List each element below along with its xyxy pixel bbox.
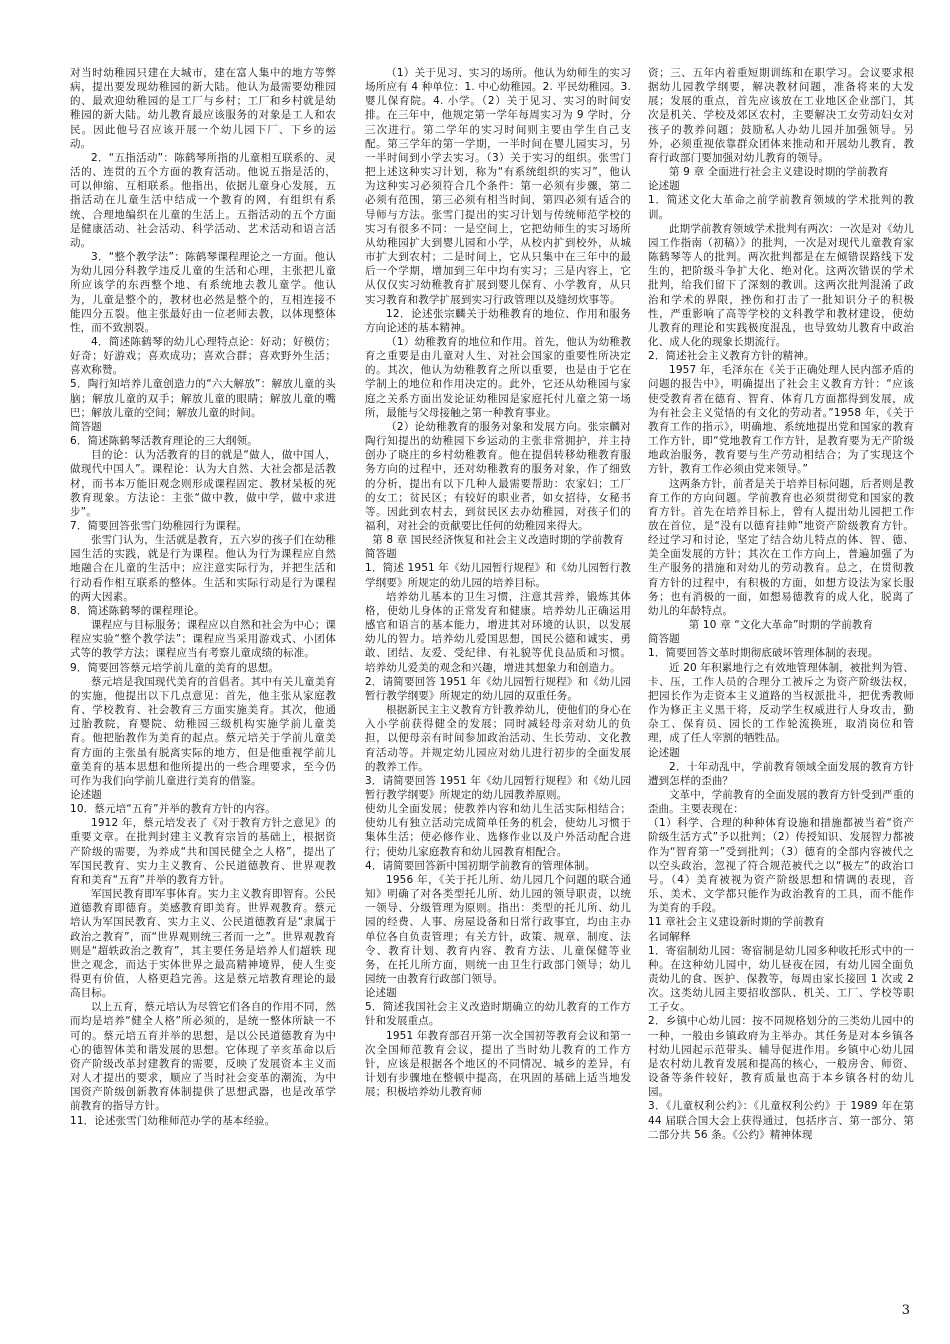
paragraph: 第 10 章 “文化大革命”时期的学前教育 xyxy=(688,619,874,632)
paragraph: 1．简要回答文革时期彻底破坏管理体制的表现。 xyxy=(648,647,879,660)
section-heading: 简答题 xyxy=(648,633,680,646)
paragraph: 1．寄宿制幼儿园：寄宿制是幼儿园多种收托形式中的一种。在这种幼儿园中，幼儿昼夜在园，有幼儿园全面负责幼儿的食、医护、保教等，每周由家长接回 1 次或 2 次。这类幼儿园主要招收部队、机关、工厂、学校等职工子女。 xyxy=(648,944,914,1014)
paragraph: 3．“整个教学法”：陈鹤琴课程理论之一方面。他认为幼儿园分科教学违反儿童的生活和心理，主张把儿童所应该学的东西整个地、有系统地去教儿童学。他认为，儿童是整个的，教材也必然是整个的，互相连接不能四分五裂。他主张最好由一位老师去教，以体现整体性，而不致割裂。 xyxy=(70,251,336,334)
paragraph: 3．《儿童权利公约》：《儿童权利公约》于 1989 年在第 44 届联合国大会上获得通过，包括序言、第一部分、第二部分共 56 条。《公约》精神体现 xyxy=(648,1100,914,1141)
paragraph: 第 9 章 全面进行社会主义建设时期的学前教育 xyxy=(669,166,889,179)
paragraph: 文革中，学前教育的全面发展的教育方针受到严重的歪曲。主要表现在： xyxy=(648,788,914,816)
section-heading: 名词解释 xyxy=(648,930,691,943)
paragraph: 蔡元培是我国现代美育的首倡者。其中有关儿童美育的实施，他提出以下几点意见：首先，他主张从家庭教育、学校教育、社会教育三方面实施美育。其次，他通过胎教院，育婴院、幼稚园三级机构实施学前儿童美育。他把胎教作为美育的起点。蔡元培关于学前儿童美育方面的主张虽有脱离实际的地方，但是他重视学前儿童美育的基本思想和他所提出的一些合理要求，至今仍可作为我们向学前儿童进行美育的借鉴。 xyxy=(70,675,336,787)
paragraph: 1．简述 1951 年《幼儿园暂行规程》和《幼儿园暂行教学纲要》所规定的幼儿园的培养目标。 xyxy=(365,562,631,589)
paragraph: 4．简述陈鹤琴的幼儿心理特点论：好动；好模仿；好奇；好游戏；喜欢成功；喜欢合群；喜欢野外生活；喜欢称赞。 xyxy=(70,335,336,377)
section-heading: 论述题 xyxy=(648,180,680,193)
paragraph: 军国民教育即军事体育。实力主义教育即智育。公民道德教育即德育。美感教育即美育。世界观教育。蔡元培认为军国民教育、实力主义、公民道德教育是“隶属于政治之教育”，而“世界观则统三者而一之”。世界观教育则是“超轶政治之教育”，其主要任务是培养人们超轶 现世之观念，而达于实体世界之最高精神境界，使人生变得更有价值，人格更趋完善。这是蔡元培教育理论的最高目标。 xyxy=(70,888,336,1000)
page-number: 3 xyxy=(901,1303,910,1318)
paragraph: （1）关于见习、实习的场所。他认为幼师生的实习场所应有 4 种单位：1. 中心幼稚园。2. 平民幼稚园。3. 婴儿保育院。4. 小学。（2）关于见习、实习的时间安排。在三年中，他规定第一学年每周实习为 9 学时，分三次进行。第二学年的实习时间则主要由学生自己支配。第三学年的第一学期，一半时间在婴儿园实习，另一半时间到小学去实习。（3）关于实习的组织。张雪门把上述这种实习计划，称为“有系统组织的实习”，他认为这种实习必须符合几个条件：第一必须有步骤，第二必须有范围，第三必须有相当时间，第四必须有适合的导师与方法。张雪门提出的实习计划与传统师范学校的实习有很多不同：一是空间上，它把幼师生的实习场所从幼稚园扩大到婴儿园和小学，从校内扩到校外，从城市扩大到农村；二是时间上，它从只集中在三年中的最后一个学期，增加到三年中均有实习；三是内容上，它从仅仅实习幼稚教育扩展到婴儿保育、小学教育，从只实习教育和教学扩展到实习行政管理以及缝纫炊事等。 xyxy=(365,67,631,306)
section-heading: 11 章社会主义建设新时期的学前教育 xyxy=(648,916,825,929)
paragraph: 1．简述文化大革命之前学前教育领域的学术批判的教训。 xyxy=(648,194,914,221)
text-column-right xyxy=(648,66,914,1302)
paragraph: 1951 年教育部召开第一次全国初等教育会议和第一次全国师范教育会议，提出了当时幼儿教育的工作方针，应该是根据各个地区的不同情况、城乡的差异，有计划有步骤地在整顿中提高，在巩固的基础上适当地发展；积极培养幼儿教育师 xyxy=(365,1029,631,1099)
paragraph: 近 20 年积累地行之有效地管理体制，被批判为管、卡、压，工作人员的合理分工被斥之为资产阶级法权，把园长作为走资本主义道路的当权派批斗，把优秀教师作为修正主义黑干将，反动学生权威进行人身攻击，勤杂工、保育员、园长的工作轮流换班，取消岗位和管理，成了任人宰割的牺牲品。 xyxy=(648,661,914,745)
section-heading: 论述题 xyxy=(70,788,102,801)
paragraph: 1912 年，蔡元培发表了《对于教育方针之意见》的重要文章。在批判封建主义教育宗旨的基础上，根据资产阶级的需要，为养成“共和国民健全之人格”，提出了军国民教育、实力主义教育、公民道德教育、世界观教育和美育“五育”并举的教育方针。 xyxy=(70,817,336,886)
section-heading: 论述题 xyxy=(365,987,397,1000)
paragraph: 使幼儿全面发展；使教养内容和幼儿生活实际相结合；使幼儿有独立活动完成简单任务的机会，使幼儿习惯于集体生活；使必修作业、选修作业以及户外活动配合进行；使幼儿家庭教育和幼儿园教育相配合。 xyxy=(365,803,631,858)
paragraph: 培养幼儿基本的卫生习惯，注意其营养，锻炼其体格，使幼儿身体的正常发育和健康。培养幼儿正确运用感官和语言的基本能力，增进其对环境的认识，以发展幼儿的智力。培养幼儿爱国思想，国民公德和诚实、勇敢、团结、友爱、受纪律、有礼貌等优良品质和习惯。培养幼儿爱美的观念和兴趣，增进其想象力和创造力。 xyxy=(365,590,631,674)
paragraph: 11．论述张雪门幼稚师范办学的基本经验。 xyxy=(70,1114,276,1127)
paragraph: 5．陶行知培养儿童创造力的“六大解放”：解放儿童的头脑；解放儿童的双手；解放儿童的眼睛；解放儿童的嘴巴；解放儿童的空间；解放儿童的时间。 xyxy=(70,378,336,419)
paragraph: （2）论幼稚教育的服务对象和发展方向。张宗麟对陶行知提出的幼稚园下乡运动的主张非常拥护，并主持创办了晓庄的乡村幼稚教育。他在提倡转移幼稚教育服务方向的过程中，还对幼稚教育的服务对象，作了细致的分析，提出有以下几种人最需要帮助：农家妇；工厂的女工；贫民区；有较好的职业者，如女招待，女秘书等。因此到农村去，到贫民区去办幼稚园，对孩子们的福利，对社会的贡献要比任何的幼稚园来得大。 xyxy=(365,420,631,532)
paragraph: 7．简要回答张雪门幼稚园行为课程。 xyxy=(70,520,248,532)
paragraph: 6．简述陈鹤琴活教育理论的三大纲领。 xyxy=(70,435,258,448)
paragraph: 2．乡镇中心幼儿园：按不同规格划分的三类幼儿园中的一种，一般由乡镇政府为主举办。其任务是对本乡镇各村幼儿园起示范带头、辅导促进作用。乡镇中心幼儿园是农村幼儿教育发展和提高的核心，一般房舍、师资、设备等条件较好，教育质量也高于本乡镇各村的幼儿园。 xyxy=(648,1015,914,1099)
text-column-left xyxy=(70,66,336,1302)
paragraph: 2．十年动乱中，学前教育领域全面发展的教育方针遭到怎样的歪曲？ xyxy=(648,760,914,787)
paragraph: 根据新民主主义教育方针教养幼儿，使他们的身心在入小学前获得健全的发展；同时减轻母亲对幼儿的负担，以便母亲有时间参加政治活动、生长劳动、文化教育活动等。并规定幼儿园应对幼儿进行初步的全面发展的教养工作。 xyxy=(365,704,631,773)
paragraph: 12．论述张宗麟关于幼稚教育的地位、作用和服务方向论述的基本精神。 xyxy=(365,307,631,334)
paragraph: 课程应与目标服务；课程应以自然和社会为中心；课程应实验“整个教学法”；课程应当采用游戏式、小团体式等的教学方法；课程应当有考察儿童成绩的标准。 xyxy=(70,619,336,660)
paragraph: 5．简述我国社会主义改造时期确立的幼儿教育的工作方针和发展重点。 xyxy=(365,1001,631,1028)
section-heading: 论述题 xyxy=(648,746,680,759)
paragraph: 4．请简要回答新中国初期学前教育的管理体制。 xyxy=(365,859,596,872)
paragraph: 第 8 章 国民经济恢复和社会主义改造时期的学前教育 xyxy=(372,534,624,547)
paragraph: 目的论：认为活教育的目的就是“做人，做中国人，做现代中国人”。课程论：认为大自然、大社会都是活教材，而书本万能旧观念则形成课程固定、教材呆板的死教育现象。方法论：主张“做中教，做中学，做中求进步”。 xyxy=(70,449,336,518)
paragraph: 资；三、五年内着重短期训练和在职学习。会议要求根据幼儿园教学纲要，解决教材问题，准备将来的大发展；发展的重点，首先应该放在工业地区企业部门，其次是机关、学校及郊区农村，主要解决工女劳动妇女对孩子的教养问题；鼓励私人办幼儿园并加强领导。另外，必须重视依靠群众团体来推动和开展幼儿教育，教育行政部门要加强对幼儿教育的领导。 xyxy=(648,67,914,164)
paragraph: 2．“五指活动”：陈鹤琴所指的儿童相互联系的、灵活的、连贯的五个方面的教育活动。他说五指是活的，可以伸缩、互相联系。他指出，依据儿童身心发展，五指活动在儿童生活中结成一个教育的网，有组织有系统、合理地编织在儿童的生活上。五指活动的五个方面是健康活动、社会活动、科学活动、艺术活动和语言活动。 xyxy=(70,151,336,249)
paragraph: 10．蔡元培“五育”并举的教育方针的内容。 xyxy=(70,803,276,816)
paragraph: 以上五育，蔡元培认为尽管它们各自的作用不同，然而均是培养“健全人格”所必须的，是统一整体所缺一不可的。蔡元培五育并举的思想，是以公民道德教育为中心的德智体美和谐发展的思想。它体现了辛亥革命以后资产阶级改革封建教育的需要，反映了发展资本主义而对人才提出的要求，顺应了当时社会变革的潮流，为中国资产阶级创新教育体制提供了思想武器，也是改革学前教育的指导方针。 xyxy=(70,1001,336,1113)
paragraph: 2．简述社会主义教育方针的精神。 xyxy=(648,350,815,363)
paragraph: （1）幼稚教育的地位和作用。首先，他认为幼稚教育之重要是由儿童对人生、对社会国家的重要性所决定的。其次，他认为幼稚教育之所以重要，也是由于它在学制上的地位和作用决定的。此外，它还从幼稚园与家庭之关系方面出发论证幼稚园是家庭托付儿童之第一场所，最能与父母接触之第一种教育事业。 xyxy=(365,335,631,419)
paragraph: 1957 年，毛泽东在《关于正确处理人民内部矛盾的问题的报告中》，明确提出了社会主义教育方针：“应该使受教育者在德育、智育、体育几方面都得到发展，成为有社会主义觉悟的有文化的劳动者。”1958 年，《关于教育工作的指示》，明确地、系统地提出党和国家的教育工作方针，即“党地教育工作方针，是教育要为无产阶级地政治服务，教育要与生产劳动相结合；为了实现这个方针，教育工作必须由党来领导。” xyxy=(648,364,914,476)
paragraph: 张雪门认为，生活就是教育，五六岁的孩子们在幼稚园生活的实践，就是行为课程。他认为行为课程应自然地融合在儿童的生活中；应注意实际行为，并把生活和行动看作相互联系的整体。生活和实际行动是行为课程的两大因素。 xyxy=(70,534,336,603)
text-column-middle xyxy=(365,66,631,1302)
paragraph: 2．请简要回答 1951 年《幼儿园暂行规程》和《幼儿园暂行教学纲要》所规定的幼儿园的双重任务。 xyxy=(365,675,631,702)
paragraph: 3．请简要回答 1951 年《幼儿园暂行规程》和《幼儿园暂行教学纲要》所规定的幼儿园教养原则。 xyxy=(365,774,631,801)
paragraph: 9．简要回答蔡元培学前儿童的美育的思想。 xyxy=(70,661,280,674)
paragraph: 这两条方针，前者是关于培养目标问题，后者则是教育工作的方向问题。学前教育也必须贯彻党和国家的教育方针。首先在培养目标上，曾有人提出幼儿园把工作放在首位，是“没有以德育挂帅”地资产阶级教育方针。经过学习和讨论，坚定了结合幼儿特点的体、智、德、美全面发展的方针；其次在工作方向上，普遍加强了为生产服务的措施和对幼儿的劳动教育。总之，在贯彻教育方针的过程中，有积极的方面，如想方设法为家长服务；也有消极的一面，如想易德教育的成人化，脱离了幼儿的年龄特点。 xyxy=(648,477,914,617)
section-heading: 简答题 xyxy=(70,420,102,433)
paragraph: 1956 年，《关于托儿所、幼儿园几个问题的联合通知》明确了对各类型托儿所、幼儿园的领导职责，以统一领导、分级管理为原则。指出：类型的托儿所、幼儿园的经费、人事、房屋设备和日常行政事宜，均由主办单位各自负责管理；有关方针，政策、规章、制度、法令、教育计划、教育内容、教育方法、儿童保健等业务，在托儿所方面，则统一由卫生行政部门领导；幼儿园统一由教育行政部门领导。 xyxy=(365,873,631,985)
paragraph: 8．简述陈鹤琴的课程理论。 xyxy=(70,604,205,617)
paragraph: 对当时幼稚园只建在大城市，建在富人集中的地方等弊病，提出要发现幼稚园的新大陆。他认为最需要幼稚园的、最欢迎幼稚园的是工厂与乡村；工厂和乡村就是幼稚园的新大陆。幼儿教育最应该服务的对象是工人和农民。因此他号召应该开展一个幼儿园下厂、下乡的运动。 xyxy=(70,67,336,150)
section-heading: 简答题 xyxy=(365,548,397,561)
paragraph: 此期学前教育领域学术批判有两次：一次是对《幼儿园工作指南（初稿）》的批判，一次是对现代儿童教育家陈鹤琴等人的批判。两次批判都是在左倾错误路线下发生的，把阶级斗争扩大化、绝对化。这两次错误的学术批判，给我们留下了深刻的教训。这两次批判混淆了政治和学术的界限，挫伤和打击了一批知识分子的积极性，严重影响了高等学校的文科教学和教材建设，使幼儿教育的理论和实践极度混乱，也导致幼儿教育中政治化、成人化的现象长期流行。 xyxy=(648,222,914,348)
paragraph: （1）科学、合理的种种体育设施和措施都被当着“资产阶级生活方式”予以批判；（2）传授知识、发展智力都被作为“智育第一”受到批判；（3）德育的全部内容被代之以空头政治，忽视了符合规范被代之以“极左”的政治口号。（4）美育被视为资产阶级思想和情调的表现，音乐、美术、文学都只能作为政治教育的工具，而不能作为美育的手段。 xyxy=(648,817,914,915)
